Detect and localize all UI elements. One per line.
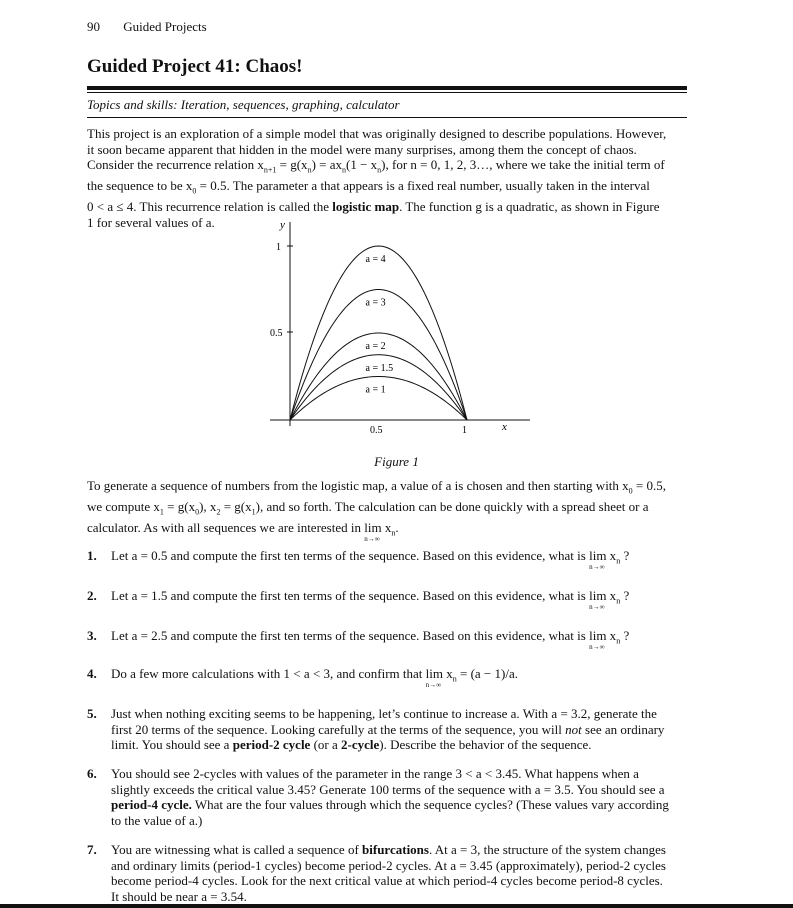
question-line: to the value of a.) (111, 812, 203, 828)
question-item-4 (87, 666, 687, 687)
intro-line: it soon became apparent that hidden in the model were many surprises, among them the concept of chaos. (87, 141, 637, 157)
running-title: Guided Projects (123, 19, 207, 34)
question-line: first 20 terms of the sequence. Looking carefully at the terms of the sequence, you will not see an ordinary (111, 721, 665, 737)
x-tick-05: 0.5 (370, 425, 383, 436)
question-number: 7. (87, 842, 97, 857)
para2-line: calculator. As with all sequences we are interested in $\lim x_n$ n→∞ . (87, 520, 399, 544)
limit-expression: $\lim x_n$ n→∞ (364, 520, 396, 544)
limit-expression: $\lim x_n$ n→∞ (425, 666, 457, 689)
figure-logistic-parabolas (240, 214, 550, 444)
question-number: 4. (87, 666, 97, 681)
para2-line: we compute $x_1 = g(x_0)$, $x_2 = g(x_1)$, and so forth. The calculation can be done quickly with a spread sheet or a (87, 499, 649, 517)
y-axis-label: y (280, 219, 285, 231)
curve-label: a = 1 (365, 384, 386, 396)
question-item-5 (87, 706, 687, 753)
y-tick-05: 0.5 (270, 328, 283, 339)
curve-label: a = 2 (365, 341, 386, 352)
page-title: Guided Project 41: Chaos! (87, 56, 303, 77)
figure-caption: Figure 1 (374, 454, 419, 469)
intro-line: 0 < a ≤ 4. This recurrence relation is called the logistic map. The function g is a quadratic, as shown in Figure (87, 199, 660, 215)
limit-expression: $\lim x_n$ n→∞ (589, 628, 621, 651)
question-item-3 (87, 628, 687, 649)
running-header (87, 19, 207, 35)
second-paragraph (87, 478, 687, 544)
question-line: Just when nothing exciting seems to be happening, let’s continue to increase a. With a = 3.2, generate the (111, 706, 657, 721)
question-number: 6. (87, 766, 97, 781)
question-number: 2. (87, 588, 97, 603)
curve-a-1 (290, 377, 467, 421)
curve-label: a = 4 (365, 254, 386, 265)
y-tick-1: 1 (276, 242, 281, 253)
intro-line: the sequence to be $x_0 = 0.5$. The parameter a that appears is a fixed real number, usually taken in the interval (87, 178, 650, 196)
question-line: You should see 2-cycles with values of the parameter in the range 3 < a < 3.45. What happens when a (111, 766, 639, 781)
question-item-2 (87, 588, 687, 609)
question-line: Do a few more calculations with 1 < a < 3, and confirm that $\lim x_n$ n→∞ = (a − 1)/a. (111, 666, 518, 689)
question-item-6 (87, 766, 687, 828)
question-line: limit. You should see a period-2 cycle (or a 2-cycle). Describe the behavior of the sequence. (111, 737, 592, 752)
curve-label: a = 1.5 (365, 362, 394, 374)
para2-line: To generate a sequence of numbers from the logistic map, a value of a is chosen and then starting with $x_0 = 0.5$, (87, 478, 667, 496)
x-axis-label: x (502, 421, 507, 433)
question-item-1 (87, 548, 687, 569)
curve-label: a = 3 (365, 297, 386, 309)
question-number: 1. (87, 548, 97, 563)
question-line: You are witnessing what is called a sequence of bifurcations. At a = 3, the structure of the system changes (111, 842, 666, 857)
question-line: Let a = 2.5 and compute the first ten terms of the sequence. Based on this evidence, what is $\lim x_n$ n→∞ ? (111, 628, 630, 651)
x-tick-1: 1 (462, 425, 467, 436)
intro-line: This project is an exploration of a simple model that was originally designed to describe populations. However, (87, 126, 667, 141)
topics-rule (87, 117, 687, 118)
title-rule-thin (87, 92, 687, 93)
question-number: 3. (87, 628, 97, 643)
intro-line: 1 for several values of a. (87, 214, 215, 230)
question-line: period-4 cycle. What are the four values through which the sequence cycles? (These values vary according (111, 797, 669, 812)
curve-group (290, 246, 467, 420)
page-number: 90 (87, 19, 100, 34)
title-rule-thick (87, 86, 687, 90)
question-line: Let a = 1.5 and compute the first ten terms of the sequence. Based on this evidence, what is $\lim x_n$ n→∞ ? (111, 588, 630, 611)
logistic-map-term: logistic map (332, 199, 400, 215)
bottom-rule (0, 904, 793, 908)
topics-line: Topics and skills: Iteration, sequences, graphing, calculator (87, 97, 400, 112)
intro-line: Consider the recurrence relation $x_{n+1} = g(x_n) = ax_n(1 - x_n)$, for n = 0, 1, 2, 3…, where we take the initial term of (87, 157, 665, 175)
question-line: become period-4 cycles. Look for the next critical value at which period-4 cycles become period-8 cycles. (111, 873, 663, 888)
question-line: Let a = 0.5 and compute the first ten terms of the sequence. Based on this evidence, what is $\lim x_n$ n→∞ ? (111, 548, 630, 571)
question-number: 5. (87, 706, 97, 721)
question-line: It should be near a = 3.54. (111, 888, 247, 904)
question-line: and ordinary limits (period-1 cycles) become period-2 cycles. At a = 3.45 (approximately), period-2 cycles (111, 857, 666, 873)
question-line: slightly exceeds the critical value 3.45? Generate 100 terms of the sequence with a = 3.5. You should see a (111, 781, 665, 797)
question-item-7 (87, 842, 687, 904)
limit-expression: $\lim x_n$ n→∞ (589, 588, 621, 611)
limit-expression: $\lim x_n$ n→∞ (589, 548, 621, 571)
